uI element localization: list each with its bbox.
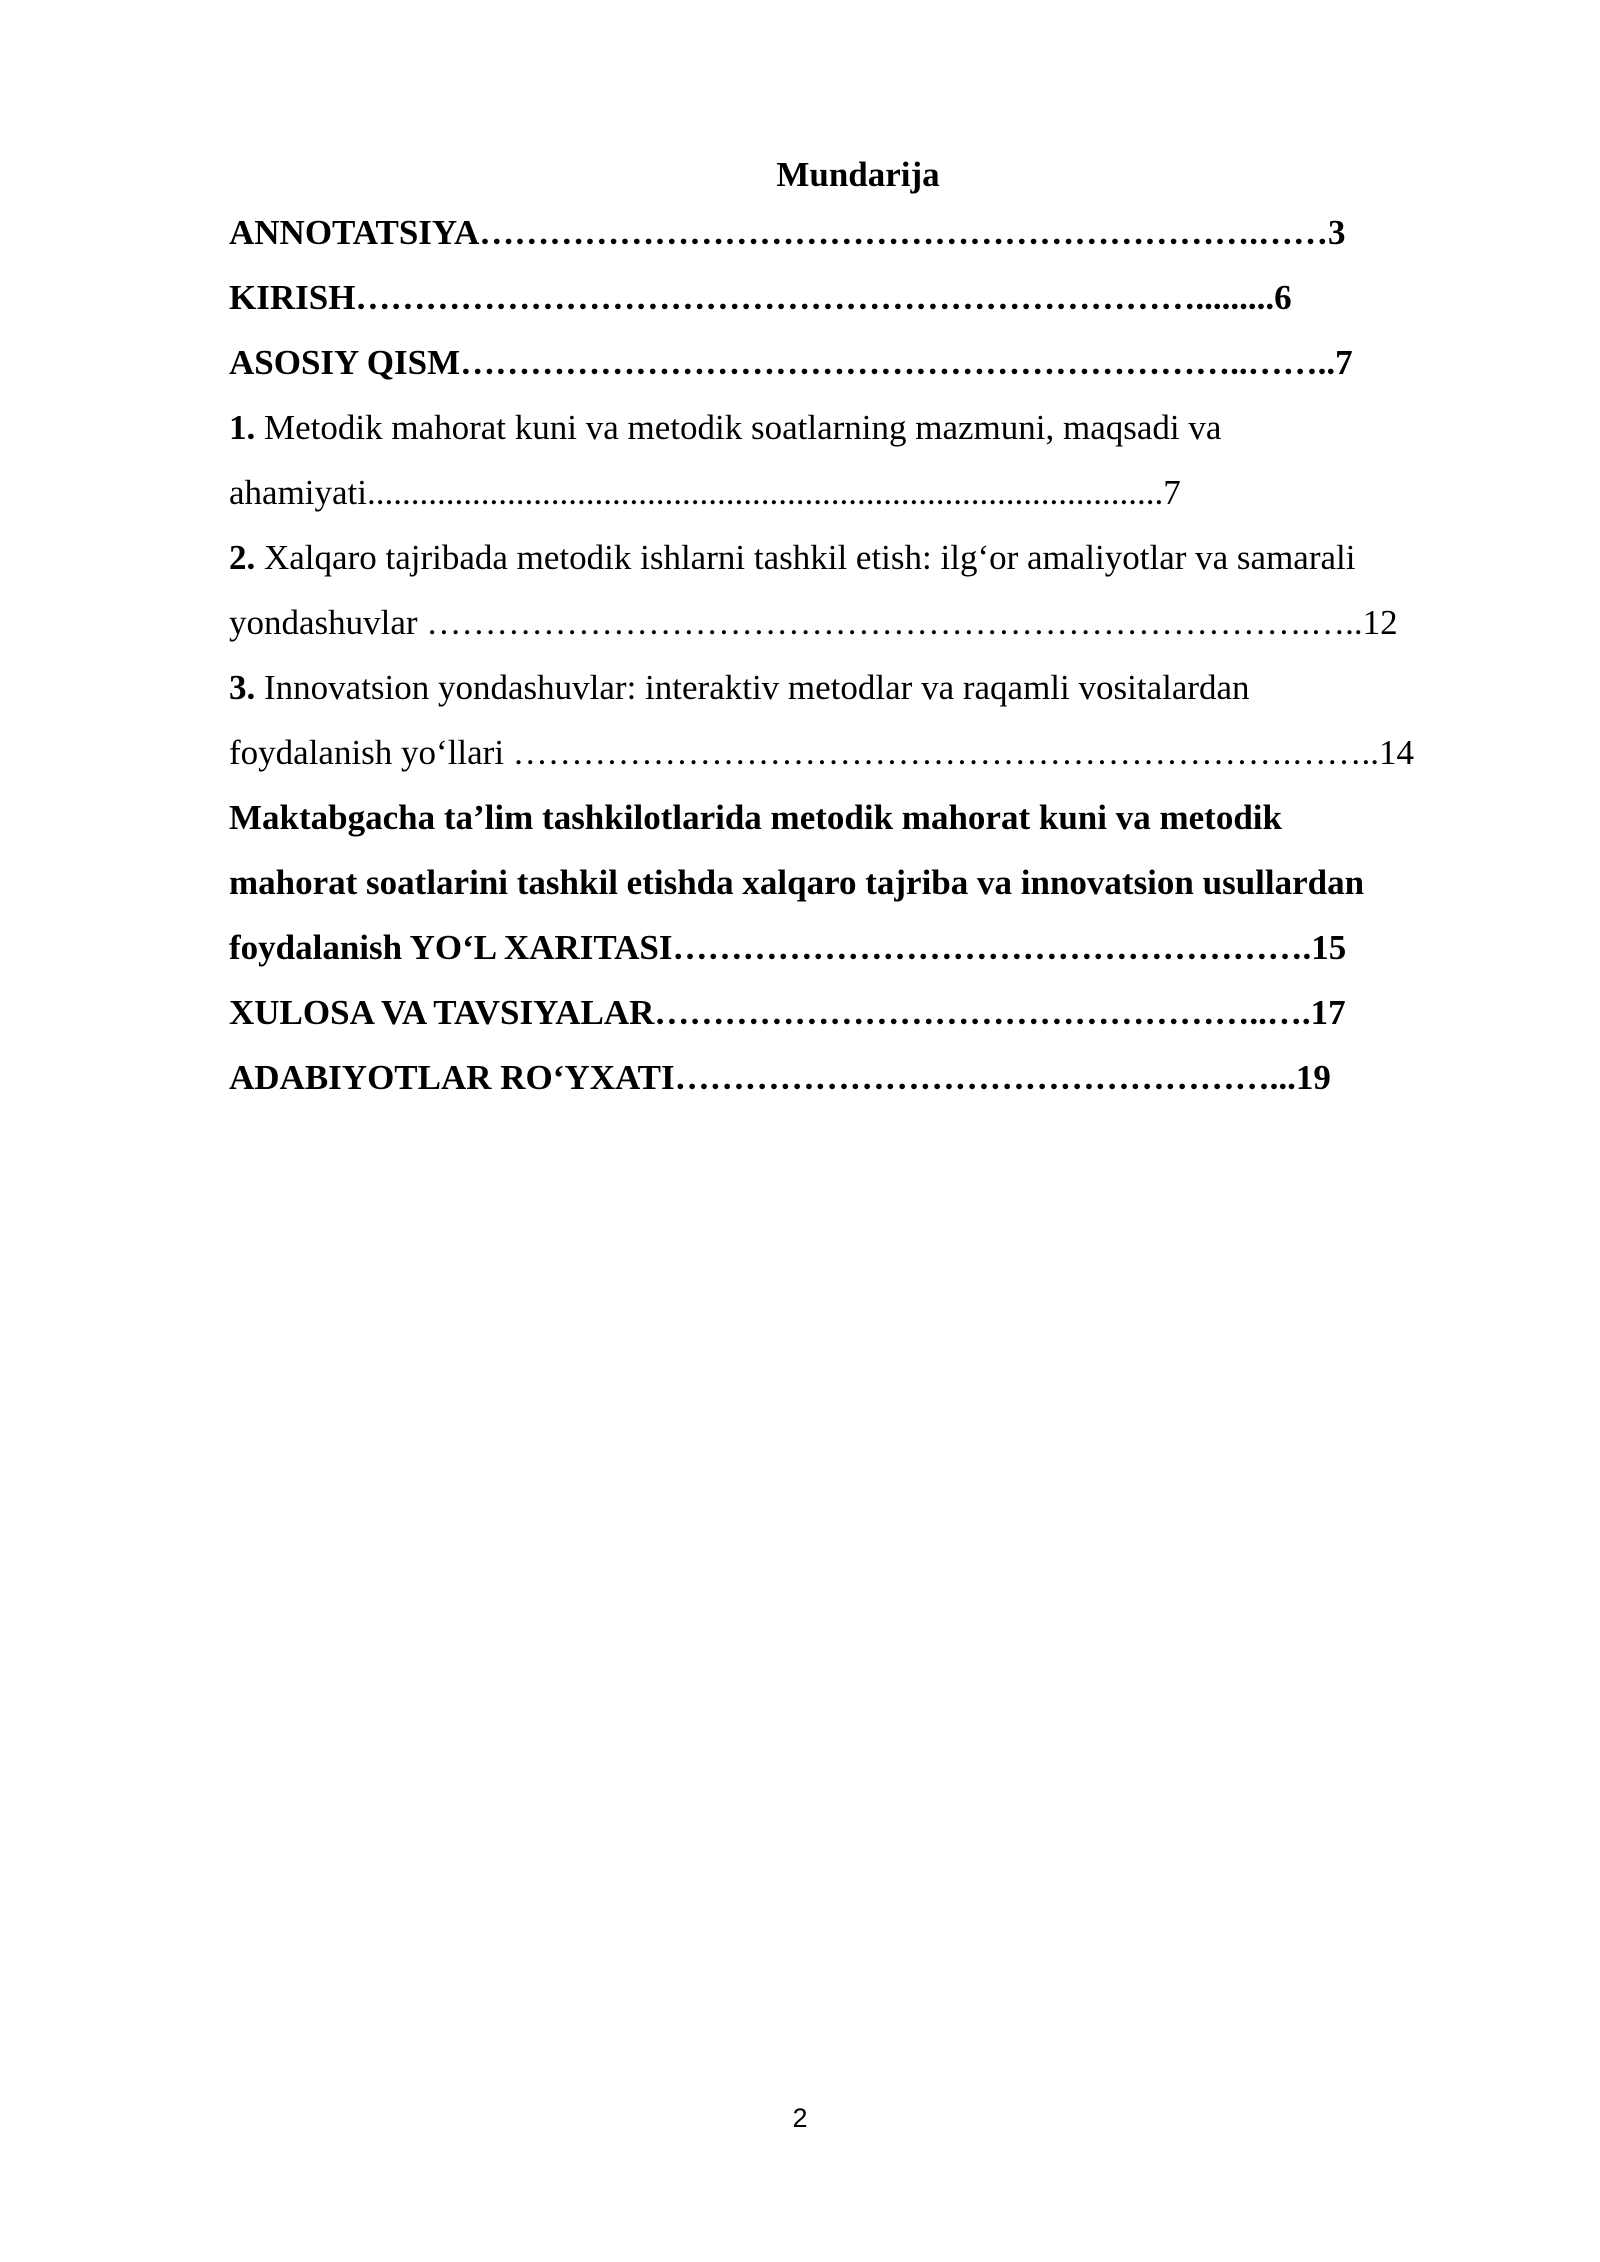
toc-entry-section-3 — [229, 655, 1487, 720]
toc-entry-kirish: KIRISH……………………………………………………………….........6 — [229, 278, 1292, 317]
toc-entry-annotatsiya: ANNOTATSIYA………………………………………………………….……3 — [229, 213, 1346, 252]
section-title: Innovatsion yondashuvlar: interaktiv metodlar va raqamli vositalardan — [264, 668, 1250, 707]
toc-entry-section-2 — [229, 525, 1487, 590]
toc-title: Mundarija — [776, 155, 940, 194]
section-title: Xalqaro tajribada metodik ishlarni tashkil etish: ilg‘or amaliyotlar va samarali — [264, 538, 1356, 577]
page-number: 2 — [792, 2103, 808, 2133]
section-number: 3. — [229, 668, 256, 707]
toc-entry-xulosa: XULOSA VA TAVSIYALAR……………………………………………..….17 — [229, 993, 1346, 1032]
toc-entry-section-2-page: yondashuvlar ………………………………………………………………….…..12 — [229, 603, 1398, 642]
toc-entry-roadmap-line2: mahorat soatlarini tashkil etishda xalqaro tajriba va innovatsion usullardan — [229, 863, 1365, 902]
toc-entry-section-1 — [229, 395, 1487, 460]
toc-entry-asosiy-qism: ASOSIY QISM…………………………………………………………..……..7 — [229, 343, 1353, 382]
section-number: 2. — [229, 538, 256, 577]
toc-entry-adabiyotlar: ADABIYOTLAR RO‘YXATI……………………………………………...19 — [229, 1058, 1331, 1097]
toc-entry-section-3-page: foydalanish yo‘llari ………………………………………………………….……..14 — [229, 733, 1415, 772]
section-number: 1. — [229, 408, 256, 447]
toc-entry-roadmap-line3: foydalanish YO‘L XARITASI……………………………………………….15 — [229, 928, 1347, 967]
toc-entry-roadmap-line1: Maktabgacha ta’lim tashkilotlarida metodik mahorat kuni va metodik — [229, 798, 1282, 837]
section-title: Metodik mahorat kuni va metodik soatlarning mazmuni, maqsadi va — [264, 408, 1222, 447]
table-of-contents — [229, 150, 1487, 1110]
toc-entry-section-1-page: ahamiyati...........................................................................................7 — [229, 473, 1181, 512]
